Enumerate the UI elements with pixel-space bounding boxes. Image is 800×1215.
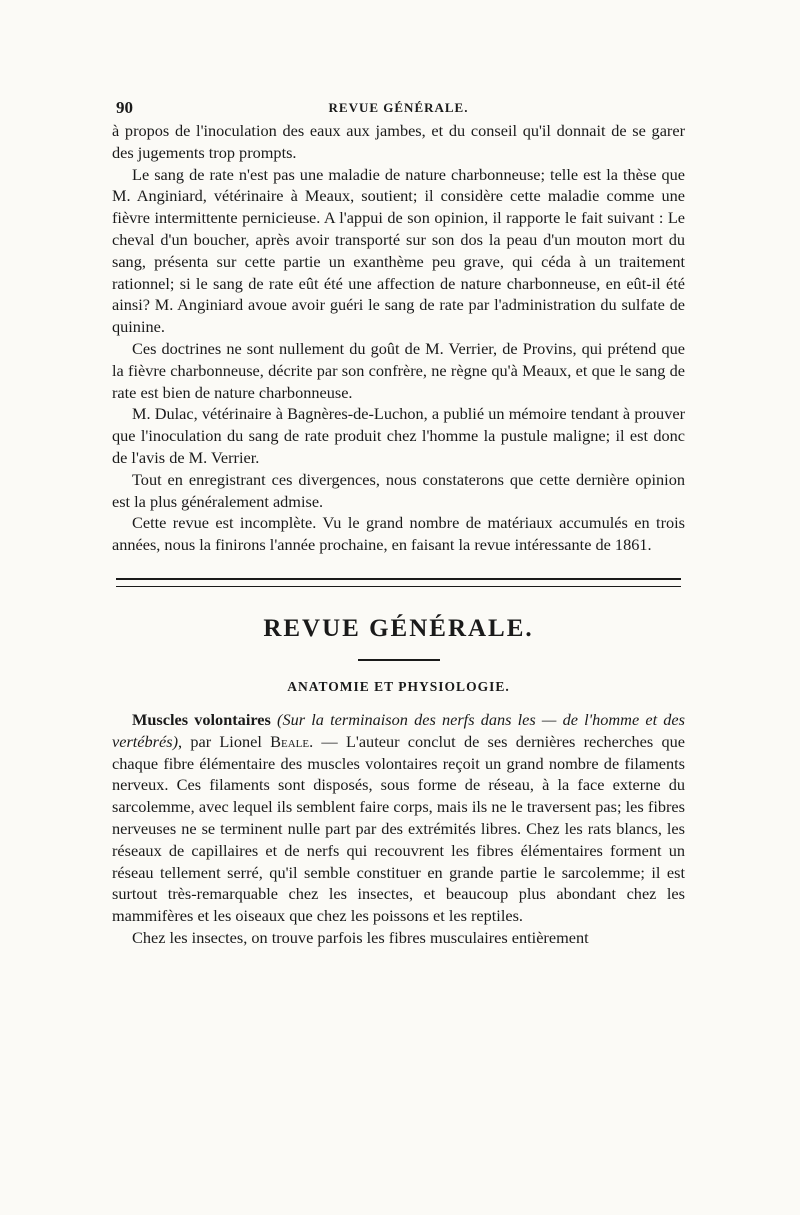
paragraph: Tout en enregistrant ces divergences, nous constaterons que cette dernière opinion est la plus généralement admise. bbox=[112, 469, 685, 511]
paragraph: Cette revue est incomplète. Vu le grand nombre de matériaux accumulés en trois années, nous la finirons l'année prochaine, en faisant la revue intéressante de 1861. bbox=[112, 513, 685, 555]
article-heading: Muscles volontaires bbox=[132, 709, 271, 729]
article-author: Beale bbox=[270, 731, 310, 751]
subsection-title: ANATOMIE ET PHYSIOLOGIE. bbox=[287, 678, 510, 694]
top-text bbox=[112, 120, 685, 556]
article-author-prefix: , par Lionel bbox=[178, 731, 271, 751]
running-head bbox=[112, 98, 685, 120]
section-title: REVUE GÉNÉRALE. bbox=[263, 614, 534, 642]
paragraph: à propos de l'inoculation des eaux aux jambes, et du conseil qu'il donnait de se garer des jugements trop prompts. bbox=[112, 121, 685, 162]
title-underline bbox=[358, 659, 440, 661]
paragraph: Ces doctrines ne sont nullement du goût de M. Verrier, de Provins, qui prétend que la fièvre charbonneuse, décrite par son confrère, ne règne qu'à Meaux, et que le sang de rate est bien de nature charbonneuse. bbox=[112, 338, 685, 402]
page bbox=[112, 98, 685, 949]
section-divider bbox=[116, 578, 681, 587]
article bbox=[112, 709, 685, 949]
article-body: . — L'auteur conclut de ses dernières recherches que chaque fibre élémentaire des muscles volontaires reçoit un grand nombre de filaments nerveux. Ces filaments sont disposés, sous forme de réseau, à la face externe du sarcolemme, avec lequel ils semblent faire corps, mais ils ne le traversent pas; les fibres nerveuses ne se terminent nulle part par des extrémités libres. Chez les rats blancs, les réseaux de capillaires et de nerfs qui recouvrent les fibres élémentaires forment un réseau tellement serré, qu'il semble constituer en grande partie le sarcolemme; il est surtout très-remarquable chez les insectes, et beaucoup plus abondant chez les mammifères et les oiseaux que chez les poissons et les reptiles. bbox=[112, 731, 685, 926]
article-paragraph bbox=[112, 709, 685, 927]
page-number: 90 bbox=[116, 98, 133, 117]
paragraph: Le sang de rate n'est pas une maladie de nature charbonneuse; telle est la thèse que M. Anginiard, vétérinaire à Meaux, soutient; il considère cette maladie comme une fièvre intermittente pernicieuse. A l'appui de son opinion, il rapporte le fait suivant : Le cheval d'un boucher, après avoir transporté sur son dos la peau d'un mouton mort du sang, présenta sur cette partie un exanthème peu grave, qui céda à un traitement rationnel; si le sang de rate eût été une affection de nature charbonneuse, en eût-il été ainsi? M. Anginiard avoue avoir guéri le sang de rate par l'administration du sulfate de quinine. bbox=[112, 164, 685, 337]
running-title: REVUE GÉNÉRALE. bbox=[328, 100, 469, 115]
article-subtitle: (Sur la terminaison des nerfs dans les — de l'homme et des vertébrés) bbox=[112, 709, 685, 751]
paragraph: M. Dulac, vétérinaire à Bagnères-de-Luchon, a publié un mémoire tendant à prouver que l'inoculation du sang de rate produit chez l'homme la pustule maligne; il est donc de l'avis de M. Verrier. bbox=[112, 404, 685, 467]
article-paragraph: Chez les insectes, on trouve parfois les fibres musculaires entièrement bbox=[132, 927, 589, 947]
